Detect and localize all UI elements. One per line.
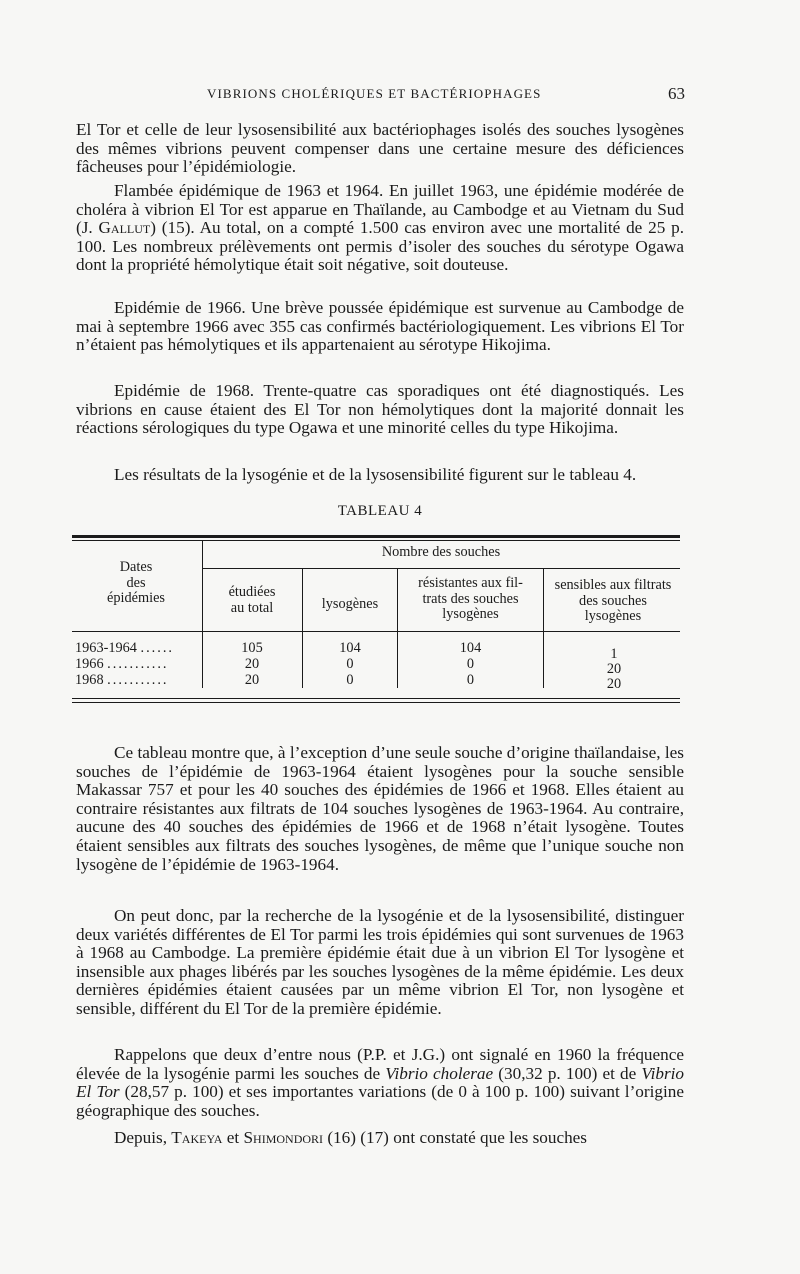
paragraph-flambee: [76, 182, 684, 275]
paragraph-1: El Tor et celle de leur lysosensibilité aux bactériophages isolés des souches lysogènes des mêmes vibrions peuvent compenser dans une certaine mesure des déficiences fâcheuses pour l’épidémiologie.: [76, 120, 684, 177]
row-lysogenes: 0: [346, 656, 354, 672]
paragraph-flambee-text-a: Flambée épidémique de 1963 et 1964. En juillet 1963, une épidémie modérée de choléra à vibrion El Tor est apparue en Thaïlande, au Cambodge et au Vietnam du Sud (J.: [76, 181, 684, 238]
table-header-rule: [72, 631, 680, 632]
table-vline-3: [397, 568, 398, 688]
table-group-header: Nombre des souches: [381, 544, 501, 560]
row-date: 1966: [75, 656, 104, 672]
table-vline-1: [202, 540, 203, 688]
table-bottom-rule-2: [72, 702, 680, 703]
paragraph-rappelons-text-b: (30,32 p. 100) et de: [493, 1063, 642, 1083]
page-number: 63: [668, 84, 685, 103]
row-leader-dots: ...........: [107, 656, 169, 672]
row-sensibles: 1: [610, 646, 618, 662]
author-shimondori: Shimondori: [243, 1128, 324, 1147]
row-sensibles: 20: [606, 661, 622, 677]
table-vline-2: [302, 568, 303, 688]
table-top-rule-thin: [72, 540, 680, 541]
col-header-etudiees-line-2: au total: [230, 599, 274, 616]
row-resistantes: 0: [466, 672, 475, 688]
col-header-sensibles-line-2: des souches: [579, 592, 647, 609]
species-vibrio-el-tor: Vibrio El Tor: [76, 1063, 685, 1102]
paragraph-tableau-intro: Les résultats de la lysogénie et de la lysosensibilité figurent sur le tableau 4.: [114, 465, 637, 484]
paragraph-epidemie-1966: Epidémie de 1966. Une brève poussée épidémique est survenue au Cambodge de mai à septembre 1966 avec 355 cas confirmés bactériologiquement. Les vibrions El Tor n’étaient pas hémolytiques et ils appartenaient au sérotype Hikojima.: [76, 298, 684, 355]
row-lysogenes: 104: [339, 640, 361, 656]
row-resistantes: 0: [466, 656, 475, 672]
col-header-dates-line-1: Dates: [119, 559, 153, 575]
running-title: VIBRIONS CHOLÉRIQUES ET BACTÉRIOPHAGES: [207, 86, 542, 101]
table-title: TABLEAU 4: [337, 503, 423, 519]
table-row: [75, 673, 169, 689]
row-sensibles: 20: [606, 676, 622, 692]
col-header-sensibles-line-1: sensibles aux filtrats: [554, 577, 672, 593]
col-header-resistantes-line-2: trats des souches: [422, 590, 519, 607]
paragraph-depuis-lead: Depuis,: [114, 1128, 172, 1147]
paragraph-conclusion: On peut donc, par la recherche de la lysogénie et de la lysosensibilité, distinguer deux variétés différentes de El Tor parmi les trois épidémies qui sont survenues de 1963 à 1968 au Cambodge. La première épidémie était due à un vibrion El Tor lysogène et insensible aux phages libérés par les souches lysogènes de la même épidémie. Les deux dernières épidémies étaient causées par un même vibrion El Tor, non lysogène et sensible, différent du El Tor de la première épidémie.: [76, 906, 684, 1018]
table-group-rule: [202, 568, 680, 569]
species-vibrio-cholerae: Vibrio cholerae: [385, 1063, 494, 1083]
col-header-dates-line-2: des: [126, 574, 146, 591]
paragraph-analysis: Ce tableau montre que, à l’exception d’une seule souche d’origine thaïlandaise, les souches de l’épidémie de 1963-1964 étaient lysogènes pour la souche sensible Makassar 757 et pour les 40 souches des épidémies de 1966 et 1968. Elles étaient au contraire résistantes aux filtrats de 104 souches lysogènes de 1963-1964. Au contraire, aucune des 40 souches des épidémies de 1966 et de 1968 n’était lysogène. Toutes étaient sensibles aux filtrats des souches lysogènes, de même que l’unique souche non lysogène de l’épidémie de 1963-1964.: [76, 743, 684, 874]
row-leader-dots: ......: [140, 640, 174, 656]
col-header-lysogenes: lysogènes: [321, 596, 379, 612]
col-header-sensibles: [543, 578, 683, 625]
col-header-resistantes: [399, 576, 542, 623]
table-row: [75, 657, 169, 673]
row-resistantes: 104: [459, 640, 482, 656]
paragraph-epidemie-1968: Epidémie de 1968. Trente-quatre cas sporadiques ont été diagnostiqués. Les vibrions en cause étaient des El Tor non hémolytiques dont la majorité donnait les réactions sérologiques du type Ogawa et une minorité celles du type Hikojima.: [76, 381, 684, 438]
row-etudiees: 20: [244, 656, 260, 672]
row-date: 1968: [75, 672, 104, 688]
table-top-rule: [72, 535, 680, 538]
table-bottom-rule: [72, 698, 680, 699]
row-date: 1963-1964: [75, 640, 137, 656]
col-header-resistantes-line-1: résistantes aux fil-: [418, 575, 523, 591]
table-row: [75, 641, 174, 657]
col-header-dates-line-3: épidémies: [107, 590, 165, 606]
col-header-etudiees-line-1: étudiées: [228, 584, 276, 600]
author-takeya: Takeya: [171, 1128, 223, 1147]
row-lysogenes: 0: [346, 672, 354, 688]
col-header-dates: [80, 560, 192, 607]
paragraph-rappelons-text-c: (28,57 p. 100) et ses importantes variations (de 0 à 100 p. 100) suivant l’origine géographique des souches.: [76, 1082, 684, 1120]
author-gallut: Gallut: [98, 218, 151, 238]
paragraph-flambee-text-b: ) (15). Au total, on a compté 1.500 cas environ avec une mortalité de 25 p. 100. Les nombreux prélèvements ont permis d’isoler des souches du sérotype Ogawa dont la propriété hémolytique était soit négative, soit douteuse.: [76, 218, 684, 275]
paragraph-depuis-et: et: [222, 1128, 244, 1147]
row-etudiees: 20: [244, 672, 260, 688]
paragraph-rappelons: [76, 1046, 684, 1120]
row-etudiees: 105: [241, 640, 263, 656]
col-header-sensibles-line-3: lysogènes: [584, 608, 642, 624]
row-leader-dots: ...........: [107, 672, 169, 688]
col-header-resistantes-line-3: lysogènes: [442, 606, 499, 622]
col-header-etudiees: [204, 585, 300, 616]
page-header: [0, 86, 800, 108]
paragraph-rappelons-text-a: Rappelons que deux d’entre nous (P.P. et J.G.) ont signalé en 1960 la fréquence élevée de la lysogénie parmi les souches de: [76, 1045, 684, 1083]
paragraph-depuis-text: (16) (17) ont constaté que les souches: [323, 1128, 587, 1147]
paragraph-depuis: [76, 1129, 684, 1148]
